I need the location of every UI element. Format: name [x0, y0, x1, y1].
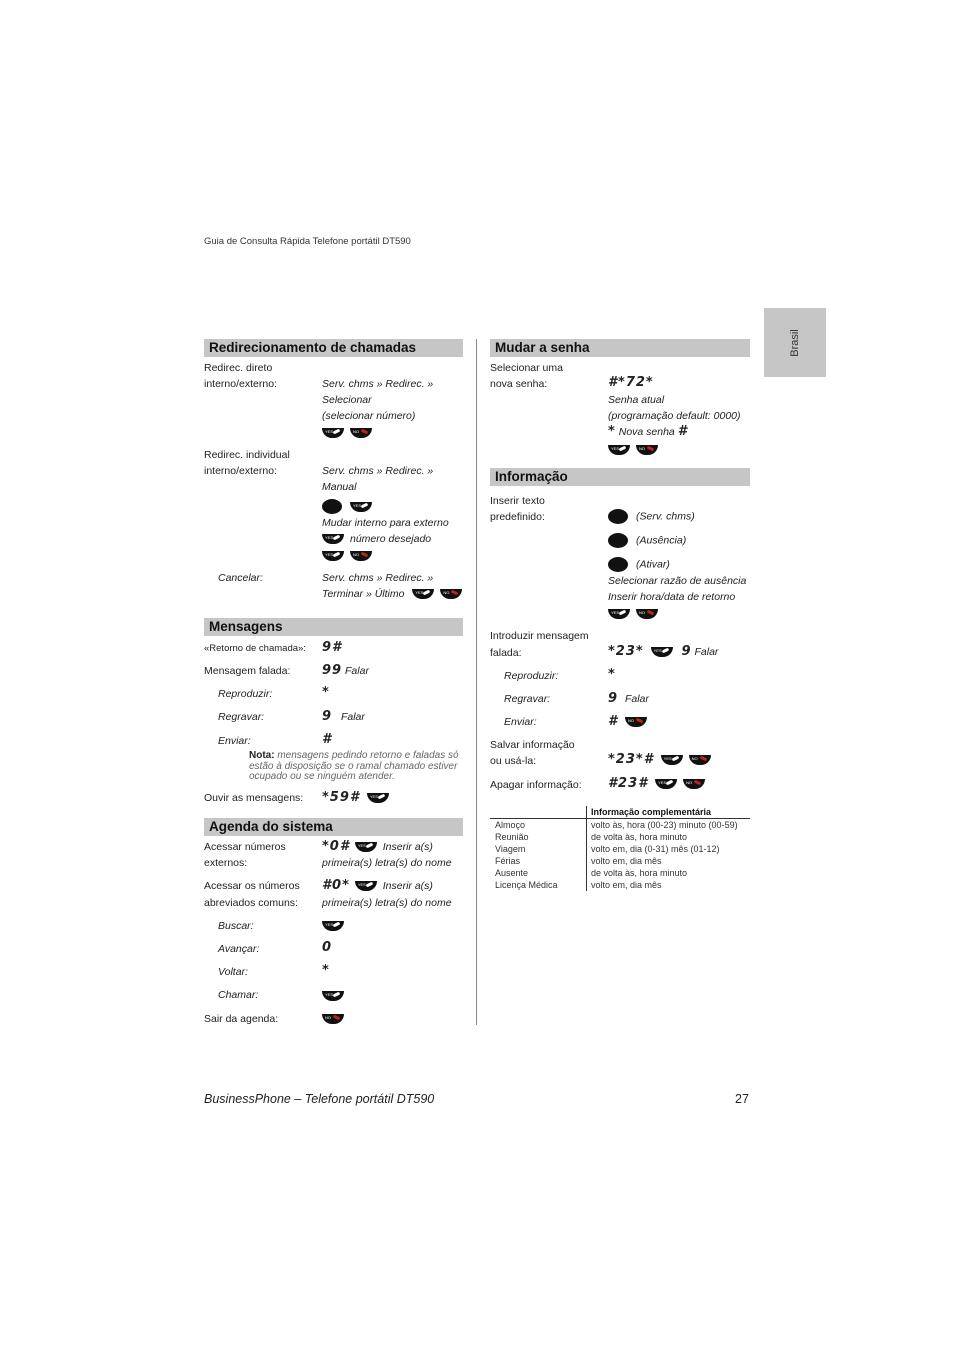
messages-callback-keys: 9# [322, 640, 343, 655]
info-record-value [608, 691, 649, 706]
info-text-label: Inserir texto [490, 495, 545, 507]
table-cell-reason: Licença Médica [490, 879, 587, 891]
password-step-3-key-1: * [608, 424, 616, 439]
no-key-icon: NO [350, 551, 372, 561]
yes-key-icon: YES [608, 609, 630, 619]
redirect-individual-step-2: Manual [322, 481, 357, 493]
redirect-individual-label-2: interno/externo: [204, 465, 277, 477]
messages-callback-label: «Retorno de chamada»: [204, 643, 306, 654]
directory-abbr-keys: #0* [322, 878, 350, 893]
directory-back-keys: * [322, 963, 330, 978]
table-row [490, 867, 750, 879]
directory-abbr-label: Acessar os números [204, 880, 300, 892]
running-header: Guia de Consulta Rápida Telefone portátil DT590 [204, 236, 411, 247]
redirect-cancel-step-2-text: Terminar » Último [322, 588, 405, 600]
messages-voice-value [322, 663, 369, 678]
nav-key-icon [608, 557, 628, 572]
table-header: Informação complementária [587, 806, 751, 819]
password-confirm-keys [608, 444, 664, 456]
messages-send-label: Enviar: [218, 735, 251, 747]
messages-record-label: Regravar: [218, 711, 265, 723]
redirect-direct-label-2: interno/externo: [204, 378, 277, 390]
info-send-label: Enviar: [504, 716, 537, 728]
messages-note [249, 751, 464, 783]
redirect-direct-keys [322, 427, 378, 439]
table-cell-reason: Férias [490, 855, 587, 867]
no-key-icon: NO [625, 717, 647, 727]
nav-key-icon [608, 509, 628, 524]
table-cell-info: de volta às, hora minuto [591, 832, 688, 842]
info-delete-label: Apagar informação: [490, 779, 582, 791]
no-key-icon: NO [683, 779, 705, 789]
redirect-individual-label: Redirec. individual [204, 449, 290, 461]
info-voice-keys-2: 9 [681, 644, 692, 659]
info-save-keys: *23*# [608, 752, 654, 767]
info-record-label: Regravar: [504, 693, 551, 705]
info-delete-keys: #23# [608, 776, 649, 791]
info-text-step-5: Inserir hora/data de retorno [608, 591, 736, 603]
yes-key-icon: YES [322, 534, 344, 544]
info-text-keys [608, 608, 664, 620]
redirect-direct-step-2: Selecionar [322, 394, 372, 406]
no-key-icon: NO [689, 755, 711, 765]
directory-external-step-1: Inserir a(s) [382, 841, 433, 853]
nav-key-icon [322, 499, 342, 514]
table-cell-info: de volta às, hora minuto [591, 868, 688, 878]
info-text-label-2: predefinido: [490, 511, 545, 523]
info-record-keys: 9 [608, 691, 619, 706]
info-text-step-3-text: (Ativar) [636, 558, 670, 571]
messages-note-bold: Nota: [249, 750, 275, 761]
messages-voice-label: Mensagem falada: [204, 665, 291, 677]
yes-key-icon: YES [651, 647, 673, 657]
table-cell-reason: Reunião [490, 831, 587, 843]
directory-abbr-label-2: abreviados comuns: [204, 897, 298, 909]
directory-search-label: Buscar: [218, 920, 254, 932]
table-row [490, 855, 750, 867]
info-play-label: Reproduzir: [504, 670, 559, 682]
directory-external-label: Acessar números [204, 841, 286, 853]
table-cell-reason: Ausente [490, 867, 587, 879]
yes-key-icon: YES [350, 502, 372, 512]
redirect-direct-step-3: (selecionar número) [322, 410, 416, 422]
info-text-step-3 [608, 557, 670, 572]
table-cell-info: volto às, hora (00-23) minuto (00-59) [591, 820, 738, 830]
yes-key-icon: YES [608, 445, 630, 455]
info-voice-value [608, 644, 718, 659]
table-cell-reason: Almoço [490, 819, 587, 832]
no-key-icon: NO [636, 609, 658, 619]
table-row [490, 831, 750, 843]
yes-key-icon: YES [367, 793, 389, 803]
messages-send-keys: # [322, 732, 333, 747]
redirect-individual-number-text: número desejado [350, 533, 432, 545]
messages-record-keys: 9 [322, 709, 333, 724]
directory-call-label: Chamar: [218, 989, 259, 1001]
messages-voice-keys: 99 [322, 663, 343, 678]
redirect-individual-step-1: Serv. chms » Redirec. » [322, 465, 434, 477]
no-key-icon: NO [440, 589, 462, 599]
yes-key-icon: YES [322, 428, 344, 438]
messages-note-text: mensagens pedindo retorno e faladas só estão à disposição se o ramal chamado estiver ocupado ou se ninguém atender. [249, 750, 459, 782]
section-heading-redirect: Redirecionamento de chamadas [204, 339, 463, 357]
password-step-1: Senha atual [608, 394, 665, 406]
yes-key-icon: YES [322, 991, 344, 1001]
section-heading-messages: Mensagens [204, 618, 463, 636]
password-step-3-text: Nova senha [618, 426, 675, 438]
redirect-cancel-step-2 [322, 588, 468, 600]
directory-external-value [322, 839, 433, 854]
section-heading-info: Informação [490, 468, 750, 486]
table-row [490, 819, 750, 832]
column-divider [476, 339, 477, 1025]
info-save-label: Salvar informação [490, 739, 575, 751]
info-voice-label: Introduzir mensagem [490, 630, 589, 642]
info-text-step-1 [608, 509, 695, 524]
directory-back-label: Voltar: [218, 966, 248, 978]
language-tab-label: Brasil [789, 328, 801, 357]
redirect-cancel-label: Cancelar: [218, 572, 263, 584]
info-send-keys: # [608, 714, 619, 729]
info-text-step-2-text: (Ausência) [636, 534, 687, 547]
info-delete-value [608, 776, 711, 791]
info-voice-keys: *23* [608, 644, 644, 659]
info-voice-text: Falar [694, 646, 719, 658]
directory-next-keys: 0 [322, 940, 333, 955]
directory-search-keys [322, 920, 350, 932]
info-text-step-4: Selecionar razão de ausência [608, 575, 747, 587]
directory-next-label: Avançar: [218, 943, 260, 955]
password-label: Selecionar uma [490, 362, 563, 374]
info-send-value [608, 714, 653, 729]
directory-call-keys [322, 990, 350, 1002]
directory-external-label-2: externos: [204, 857, 248, 869]
redirect-individual-step-4 [322, 533, 431, 545]
info-voice-label-2: falada: [490, 647, 522, 659]
info-save-label-2: ou usá-la: [490, 755, 537, 767]
messages-record-value [322, 709, 365, 724]
password-step-3-key-2: # [677, 424, 688, 439]
no-key-icon: NO [322, 1014, 344, 1024]
redirect-cancel-step-1: Serv. chms » Redirec. » [322, 572, 434, 584]
password-step-2: (programação default: 0000) [608, 410, 741, 422]
table-cell-reason: Viagem [490, 843, 587, 855]
no-key-icon: NO [350, 428, 372, 438]
directory-abbr-step-2: primeira(s) letra(s) do nome [322, 897, 452, 909]
password-keys: #*72* [608, 375, 654, 390]
directory-abbr-value [322, 878, 433, 893]
directory-exit-label: Sair da agenda: [204, 1013, 279, 1025]
messages-play-label: Reproduzir: [218, 688, 273, 700]
yes-key-icon: YES [412, 589, 434, 599]
messages-record-text: Falar [340, 711, 365, 723]
directory-external-keys: *0# [322, 839, 350, 854]
redirect-individual-keys [322, 499, 378, 514]
info-text-step-1-text: (Serv. chms) [636, 510, 695, 523]
table-cell-info: volto em, dia mês [591, 880, 662, 890]
directory-external-step-2: primeira(s) letra(s) do nome [322, 857, 452, 869]
section-heading-password: Mudar a senha [490, 339, 750, 357]
info-play-keys: * [608, 667, 616, 682]
redirect-individual-step-3: Mudar interno para externo [322, 517, 449, 529]
info-record-text: Falar [624, 693, 649, 705]
redirect-direct-step-1: Serv. chms » Redirec. » [322, 378, 434, 390]
table-cell-info: volto em, dia (0-31) mês (01-12) [591, 844, 720, 854]
table-header-row [490, 806, 750, 819]
section-heading-directory: Agenda do sistema [204, 818, 463, 836]
yes-key-icon: YES [355, 881, 377, 891]
yes-key-icon: YES [322, 921, 344, 931]
directory-exit-keys [322, 1013, 350, 1025]
yes-key-icon: YES [322, 551, 344, 561]
table-header-empty [490, 806, 587, 819]
nav-key-icon [608, 533, 628, 548]
page-number: 27 [735, 1092, 749, 1106]
redirect-direct-label: Redirec. direto [204, 362, 273, 374]
table-row [490, 843, 750, 855]
language-tab [764, 308, 826, 377]
messages-voice-text: Falar [345, 665, 369, 677]
password-label-2: nova senha: [490, 378, 548, 390]
messages-listen-label: Ouvir as mensagens: [204, 792, 304, 804]
directory-abbr-step-1: Inserir a(s) [382, 880, 433, 892]
password-step-3 [608, 424, 688, 439]
info-save-value [608, 752, 717, 767]
yes-key-icon: YES [355, 842, 377, 852]
absence-info-table [490, 806, 750, 891]
info-text-step-2 [608, 533, 686, 548]
footer-title: BusinessPhone – Telefone portátil DT590 [204, 1092, 435, 1106]
no-key-icon: NO [636, 445, 658, 455]
messages-listen-keys: *59# [322, 790, 360, 805]
messages-play-keys: * [322, 685, 330, 700]
messages-listen-value [322, 790, 395, 805]
table-cell-info: volto em, dia mês [591, 856, 662, 866]
redirect-individual-keys-2 [322, 550, 378, 562]
yes-key-icon: YES [655, 779, 677, 789]
table-row [490, 879, 750, 891]
yes-key-icon: YES [661, 755, 683, 765]
